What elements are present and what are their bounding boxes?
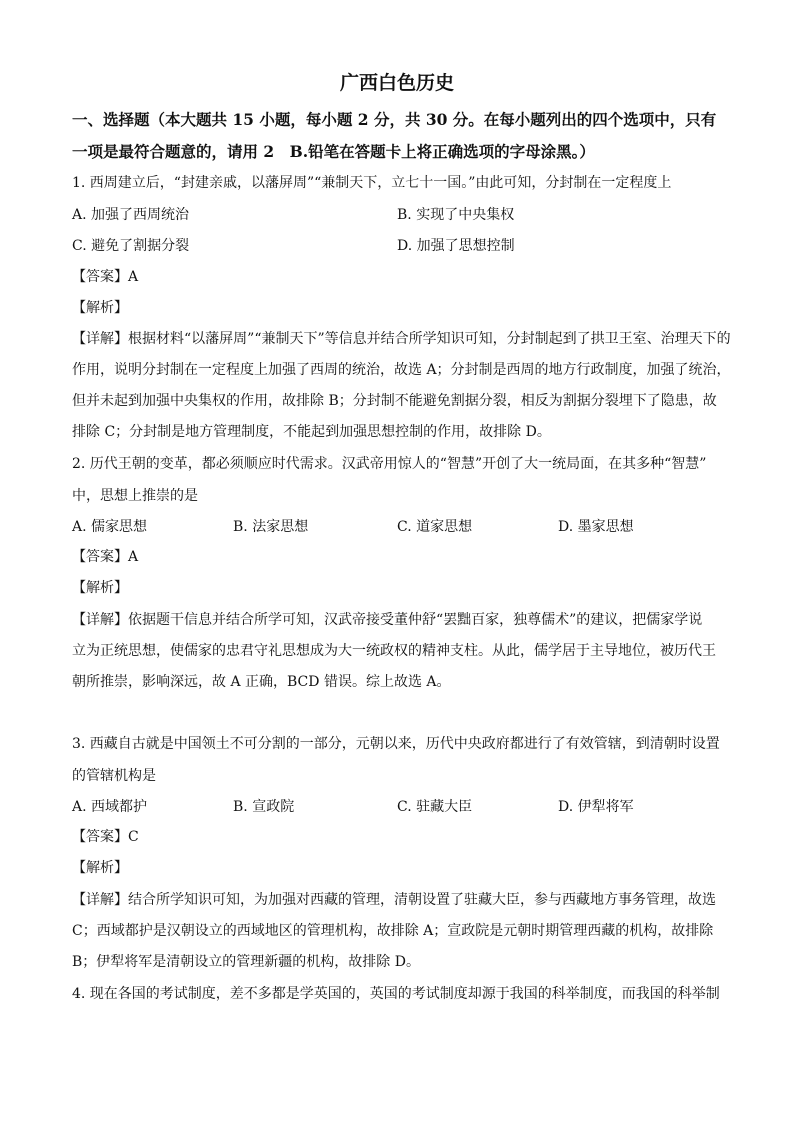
question-3-option-b: B. 宣政院 (233, 799, 295, 815)
section-header-line-1: 一、选择题（本大题共 15 小题，每小题 2 分，共 30 分。在每小题列出的四个选项中，只有 (72, 110, 717, 129)
question-1-answer: 【答案】A (72, 269, 139, 285)
question-1-option-d: D. 加强了思想控制 (397, 238, 515, 254)
question-2-option-b: B. 法家思想 (233, 519, 309, 535)
question-1-stem: 1. 西周建立后，“封建亲戚，以藩屏周”“兼制天下，立七十一国。”由此可知，分封制在一定程度上 (72, 175, 672, 191)
question-3-detail-line: B；伊犁将军是清朝设立的管理新疆的机构，故排除 D。 (72, 954, 420, 970)
question-2-answer: 【答案】A (72, 549, 139, 565)
question-1-detail-line: 【详解】根据材料“以藩屏周”“兼制天下”等信息并结合所学知识可知，分封制起到了拱卫王室、治理天下的 (72, 331, 731, 347)
question-3-option-c: C. 驻藏大臣 (397, 799, 473, 815)
question-2-stem-line: 2. 历代王朝的变革，都必须顺应时代需求。汉武帝用惊人的“智慧”开创了大一统局面，在其多种“智慧” (72, 456, 707, 472)
page-title: 广西白色历史 (339, 72, 454, 94)
question-1-option-c: C. 避免了割据分裂 (72, 238, 190, 254)
question-2-detail-line: 【详解】依据题干信息并结合所学可知，汉武帝接受董仲舒“罢黜百家，独尊儒术”的建议，把儒家学说 (72, 612, 703, 628)
question-2-detail-line: 立为正统思想，使儒家的忠君守礼思想成为大一统政权的精神支柱。从此，儒学居于主导地位，被历代王 (72, 643, 716, 659)
question-1-analysis-label: 【解析】 (72, 300, 128, 316)
question-3-analysis-label: 【解析】 (72, 860, 128, 876)
question-1-detail-line: 排除 C；分封制是地方管理制度，不能起到加强思想控制的作用，故排除 D。 (72, 424, 551, 440)
question-1-detail-line: 作用，说明分封制在一定程度上加强了西周的统治，故选 A；分封制是西周的地方行政制度，加强了统治， (72, 362, 731, 378)
question-2-detail-line: 朝所推崇，影响深远，故 A 正确，BCD 错误。综上故选 A。 (72, 674, 451, 690)
question-2-option-c: C. 道家思想 (397, 519, 473, 535)
question-1-option-b: B. 实现了中央集权 (397, 207, 515, 223)
question-1-option-a: A. 加强了西周统治 (72, 207, 190, 223)
question-3-detail-line: 【详解】结合所学知识可知，为加强对西藏的管理，清朝设置了驻藏大臣，参与西藏地方事务管理，故选 (72, 892, 716, 908)
section-header-line-2: 一项是最符合题意的，请用 2 B.铅笔在答题卡上将正确选项的字母涂黑。） (72, 142, 595, 161)
question-2-option-a: A. 儒家思想 (72, 519, 148, 535)
question-2-analysis-label: 【解析】 (72, 580, 128, 596)
question-3-detail-line: C；西域都护是汉朝设立的西域地区的管理机构，故排除 A；宣政院是元朝时期管理西藏的机构，故排除 (72, 923, 714, 939)
question-2-stem-line: 中，思想上推崇的是 (72, 488, 198, 504)
question-1-detail-line: 但并未起到加强中央集权的作用，故排除 B；分封制不能避免割据分裂，相反为割据分裂埋下了隐患，故 (72, 393, 717, 409)
question-3-stem-line: 的管辖机构是 (72, 768, 156, 784)
question-3-answer: 【答案】C (72, 829, 139, 845)
question-2-option-d: D. 墨家思想 (558, 519, 634, 535)
question-3-stem-line: 3. 西藏自古就是中国领土不可分割的一部分，元朝以来，历代中央政府都进行了有效管辖，到清朝时设置 (72, 736, 720, 752)
question-4-stem-line: 4. 现在各国的考试制度，差不多都是学英国的，英国的考试制度却源于我国的科举制度，而我国的科举制 (72, 986, 720, 1002)
question-3-option-a: A. 西域都护 (72, 799, 148, 815)
question-3-option-d: D. 伊犁将军 (558, 799, 634, 815)
